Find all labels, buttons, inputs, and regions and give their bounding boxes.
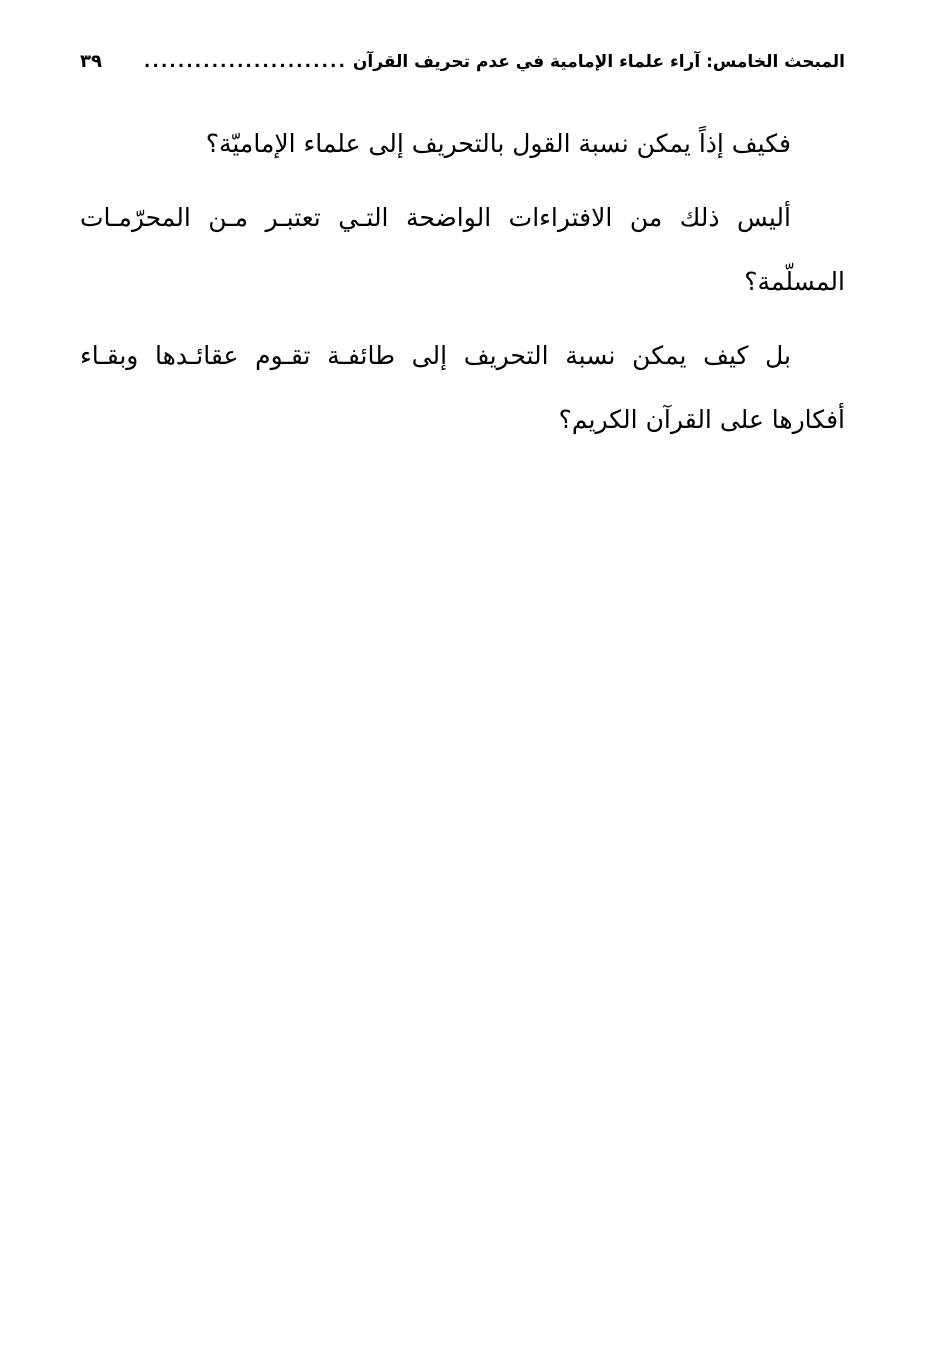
leader-dots: ........................ — [143, 52, 347, 72]
paragraph-1: فكيف إذاً يمكن نسبة القول بالتحريف إلى علماء الإماميّة؟ — [205, 129, 791, 158]
paragraph-2: أليس ذلك من الافتراءات الواضحة التـي تعتبـر مـن المحرّمـات المسلّمة؟ — [80, 203, 845, 296]
running-header — [80, 42, 845, 82]
page-number: ٣٩ — [80, 51, 102, 72]
paragraph-3: بل كيف يمكن نسبة التحريف إلى طائفـة تقـوم عقائـدها وبقـاء أفكارها على القرآن الكريم؟ — [80, 341, 845, 434]
chapter-title: المبحث الخامس: آراء علماء الإمامية في عدم تحريف القرآن — [352, 52, 845, 72]
body-text — [80, 112, 845, 462]
